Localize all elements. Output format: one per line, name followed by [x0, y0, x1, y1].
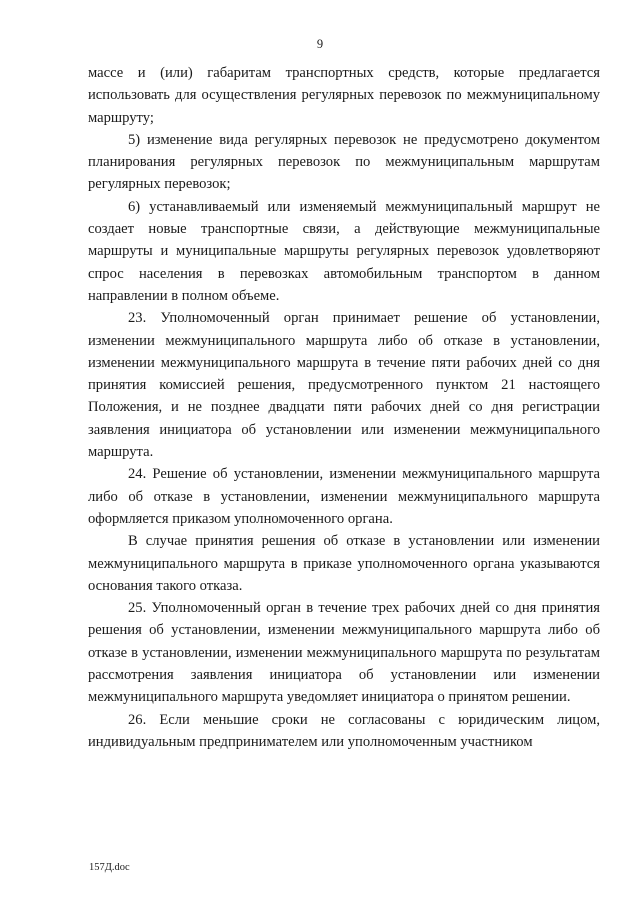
paragraph-item-6: 6) устанавливаемый или изменяемый межмуниципальный маршрут не создает новые транспортные связи, а действующие межмуниципальные маршруты и муниципальные маршруты регулярных перевозок удовлетворяют спрос населения в перевозках автомобильным транспортом в данном направлении в полном объеме.	[88, 198, 600, 304]
footer-filename: 157Д.doc	[89, 862, 130, 873]
page-number: 9	[316, 37, 324, 51]
paragraph-clause-26: 26. Если меньшие сроки не согласованы с юридическим лицом, индивидуальным предпринимателем или уполномоченным участником	[88, 711, 600, 750]
paragraph-clause-23: 23. Уполномоченный орган принимает решение об установлении, изменении межмуниципального маршрута либо об отказе в установлении, изменении межмуниципального маршрута в течение пяти рабочих дней со дня принятия комиссией решения, предусмотренного пунктом 21 настоящего Положения, и не позднее двадцати пяти рабочих дней со дня регистрации заявления инициатора об установлении или изменении межмуниципального маршрута.	[88, 310, 600, 461]
paragraph-clause-24: 24. Решение об установлении, изменении межмуниципального маршрута либо об отказе в установлении, изменении межмуниципального маршрута оформляется приказом уполномоченного органа.	[88, 466, 600, 527]
paragraph-item-5: 5) изменение вида регулярных перевозок не предусмотрено документом планирования регулярных перевозок по межмуниципальным маршрутам регулярных перевозок;	[88, 131, 600, 193]
paragraph-refusal-case: В случае принятия решения об отказе в установлении или изменении межмуниципального маршрута в приказе уполномоченного органа указываются основания такого отказа.	[88, 533, 600, 594]
document-body	[88, 62, 600, 753]
paragraph-clause-25: 25. Уполномоченный орган в течение трех рабочих дней со дня принятия решения об установлении, изменении межмуниципального маршрута либо об отказе в установлении, изменении межмуниципального маршрута по результатам рассмотрения заявления инициатора об установлении или изменении межмуниципального маршрута уведомляет инициатора о принятом решении.	[88, 600, 600, 706]
paragraph-continuation: массе и (или) габаритам транспортных средств, которые предлагается использовать для осуществления регулярных перевозок по межмуниципальному маршруту;	[88, 65, 600, 126]
